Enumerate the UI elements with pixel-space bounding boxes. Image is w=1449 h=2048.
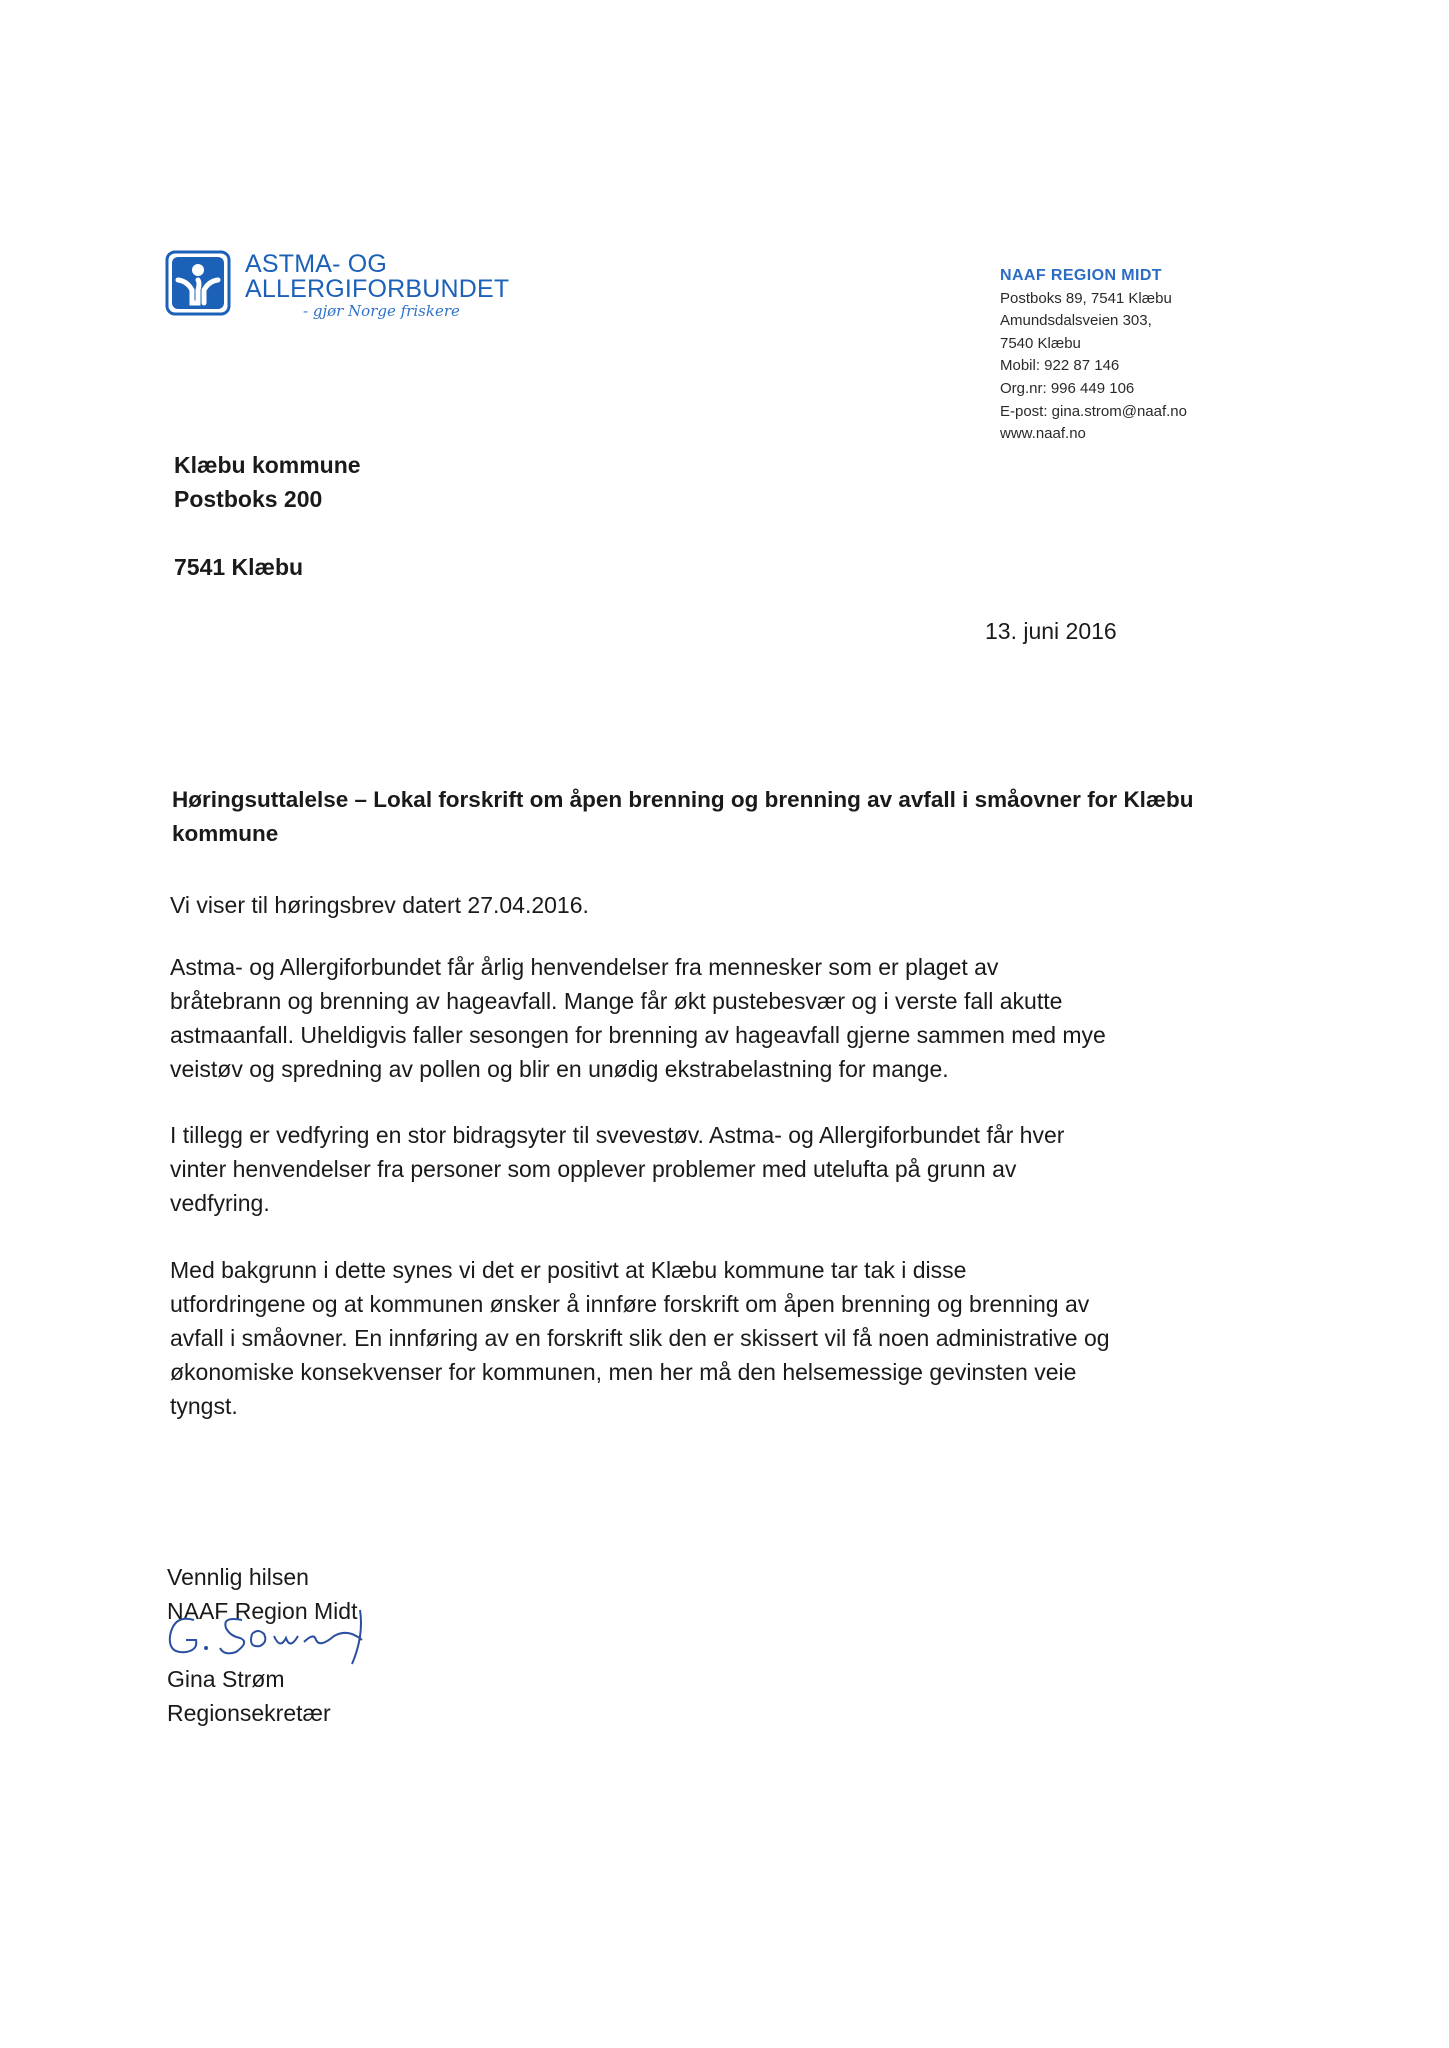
paragraph-line: tyngst. — [170, 1393, 238, 1419]
paragraph-line: økonomiske konsekvenser for kommunen, men her må den helsemessige gevinsten veie — [170, 1359, 1077, 1385]
sender-org-name: NAAF REGION MIDT — [1000, 267, 1162, 284]
sender-address-block — [1000, 265, 1187, 446]
sender-website: www.naaf.no — [1000, 425, 1086, 443]
paragraph-garden-waste — [170, 950, 1250, 1086]
paragraph-line: utfordringene og at kommunen ønsker å innføre forskrift om åpen brenning og brenning av — [170, 1291, 1090, 1317]
paragraph-line: bråtebrann og brenning av hageavfall. Mange får økt pustebesvær og i verste fall akutte — [170, 988, 1063, 1014]
closing-org: NAAF Region Midt — [167, 1598, 358, 1624]
paragraph-line: Med bakgrunn i dette synes vi det er positivt at Klæbu kommune tar tak i disse — [170, 1257, 967, 1283]
paragraph-reference: Vi viser til høringsbrev datert 27.04.2016. — [170, 892, 589, 918]
recipient-address-block — [174, 448, 361, 584]
signer-name: Gina Strøm — [167, 1666, 285, 1692]
paragraph-wood-burning — [170, 1118, 1250, 1220]
letter-date: 13. juni 2016 — [985, 618, 1117, 644]
sender-line: Amundsdalsveien 303, — [1000, 312, 1152, 330]
closing-greeting: Vennlig hilsen — [167, 1564, 309, 1590]
paragraph-line: vedfyring. — [170, 1190, 270, 1216]
organization-name — [245, 252, 509, 302]
paragraph-line: veistøv og spredning av pollen og blir en unødig ekstrabelastning for mange. — [170, 1056, 949, 1082]
sender-line: Org.nr: 996 449 106 — [1000, 379, 1135, 397]
recipient-address: Postboks 200 — [174, 486, 323, 512]
sender-line: Mobil: 922 87 146 — [1000, 357, 1120, 375]
signer-title: Regionsekretær — [167, 1700, 331, 1726]
organization-name-line1: ASTMA- OG — [245, 250, 388, 278]
organization-name-line2: ALLERGIFORBUNDET — [245, 275, 510, 303]
person-figure-icon — [165, 250, 231, 316]
sender-email: E-post: gina.strom@naaf.no — [1000, 402, 1187, 420]
paragraph-line: Astma- og Allergiforbundet får årlig henvendelser fra mennesker som er plaget av — [170, 954, 999, 980]
signer-block — [167, 1662, 331, 1730]
paragraph-line: avfall i småovner. En innføring av en forskrift slik den er skissert vil få noen administrative og — [170, 1325, 1110, 1351]
recipient-postal: 7541 Klæbu — [174, 554, 304, 580]
letter-subject: Høringsuttalelse – Lokal forskrift om åpen brenning og brenning av avfall i småovner for Klæbu kommune — [172, 787, 1194, 846]
paragraph-conclusion — [170, 1253, 1250, 1423]
sender-line: Postboks 89, 7541 Klæbu — [1000, 289, 1172, 307]
recipient-name: Klæbu kommune — [174, 452, 361, 478]
sender-line: 7540 Klæbu — [1000, 334, 1081, 352]
paragraph-line: vinter henvendelser fra personer som opplever problemer med utelufta på grunn av — [170, 1156, 1017, 1182]
organization-tagline: - gjør Norge friskere — [303, 302, 460, 320]
paragraph-line: astmaanfall. Uheldigvis faller sesongen for brenning av hageavfall gjerne sammen med mye — [170, 1022, 1106, 1048]
organization-logo — [165, 250, 510, 340]
paragraph-line: I tillegg er vedfyring en stor bidragsyter til svevestøv. Astma- og Allergiforbundet får hver — [170, 1122, 1065, 1148]
